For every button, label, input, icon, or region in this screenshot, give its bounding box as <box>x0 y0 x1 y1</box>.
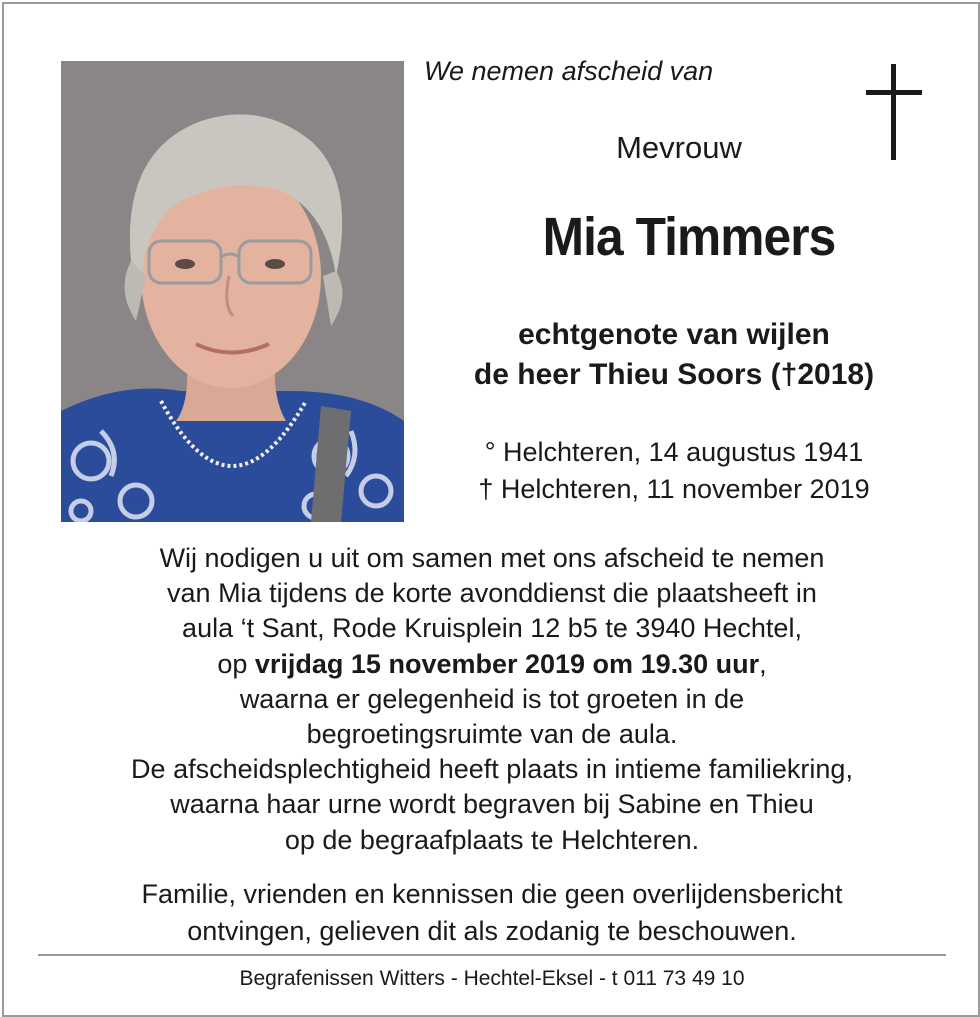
funeral-home-footer: Begrafenissen Witters - Hechtel-Eksel - t 011 73 49 10 <box>239 967 745 990</box>
spouse-line-1: echtgenote van wijlen <box>518 318 830 351</box>
invitation-line-date <box>44 647 940 682</box>
invitation-line: aula ‘t Sant, Rode Kruisplein 12 b5 te 3940 Hechtel, <box>182 613 802 644</box>
invitation-line: begroetingsruimte van de aula. <box>306 719 678 750</box>
invitation-line: op de begraafplaats te Helchteren. <box>284 824 700 855</box>
invitation-line: waarna haar urne wordt begraven bij Sabine en Thieu <box>170 789 814 820</box>
obituary-card <box>2 2 980 1017</box>
service-date-time: vrijdag 15 november 2019 om 19.30 uur <box>254 648 760 679</box>
closing-note <box>44 876 940 950</box>
closing-line: Familie, vrienden en kennissen die geen overlijdensbericht <box>141 879 843 909</box>
invitation-line: Wij nodigen u uit om samen met ons afscheid te nemen <box>159 543 825 573</box>
date-prefix: op <box>217 648 255 679</box>
spouse-line-2: de heer Thieu Soors (†2018) <box>473 358 875 391</box>
deceased-name: Mia Timmers <box>542 207 836 267</box>
spouse-info <box>414 315 934 395</box>
death-date: † Helchteren, 11 november 2019 <box>478 474 870 504</box>
footer-divider <box>38 954 946 956</box>
invitation-line: waarna er gelegenheid is tot groeten in de <box>239 683 745 714</box>
life-dates <box>414 434 934 508</box>
birth-date: ° Helchteren, 14 augustus 1941 <box>484 437 864 467</box>
invitation-line: De afscheidsplechtigheid heeft plaats in intieme familiekring, <box>131 754 853 785</box>
invitation-line: van Mia tijdens de korte avonddienst die plaatsheeft in <box>167 578 817 609</box>
intro-text: We nemen afscheid van <box>424 56 714 86</box>
invitation-text <box>44 541 940 858</box>
salutation: Mevrouw <box>616 130 742 165</box>
closing-line: ontvingen, gelieven dit als zodanig te beschouwen. <box>187 916 797 946</box>
date-suffix: , <box>759 648 767 679</box>
